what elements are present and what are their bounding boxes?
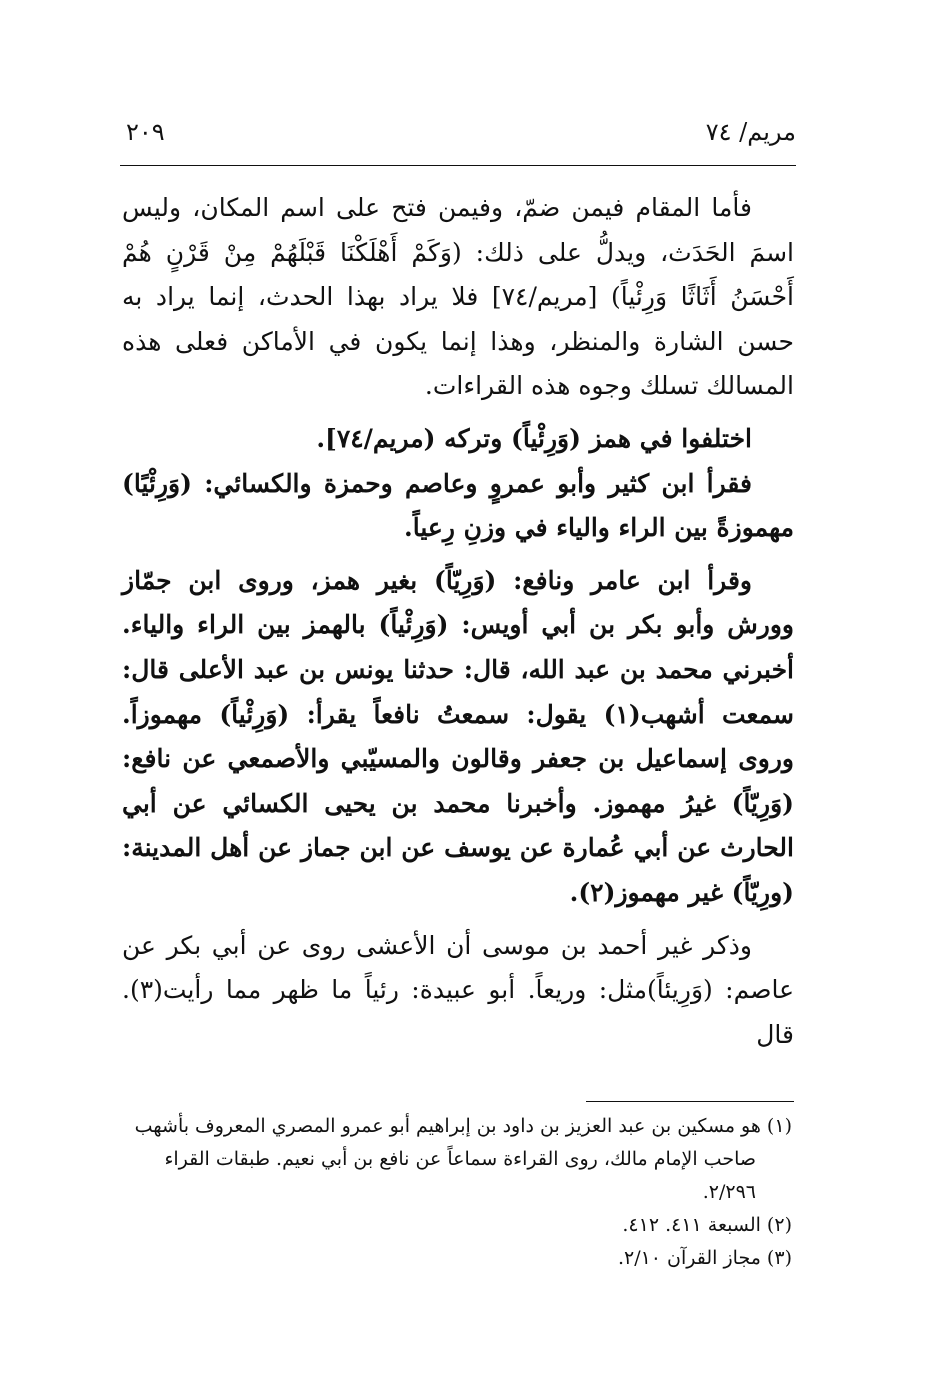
main-text — [122, 186, 794, 1057]
header-divider — [120, 165, 796, 166]
paragraph-1: فأما المقام فيمن ضمّ، وفيمن فتح على اسم المكان، وليس اسمَ الحَدَث، ويدلُّ على ذلك: (وَكَمْ أَهْلَكْنَا قَبْلَهُمْ مِنْ قَرْنٍ هُمْ أَحْسَنُ أَثَاثًا وَرِئْياً) [مريم/٧٤] فلا يراد بهذا الحدث، إنما يراد به حسن الشارة والمنظر، وهذا إنما يكون في الأماكن فعلى هذه المسالك تسلك وجوه هذه القراءات. — [122, 193, 794, 401]
paragraph-2: اختلفوا في همز (وَرِئْياً) وتركه (مريم/٧٤]. — [316, 423, 752, 453]
page-number: ٢٠٩ — [126, 118, 165, 146]
footnotes — [118, 1110, 792, 1275]
footnote-1-line-1: (١) هو مسكين بن عبد العزيز بن داود بن إبراهيم أبو عمرو المصري المعروف بأشهب — [134, 1115, 792, 1137]
footnote-divider — [586, 1101, 794, 1102]
paragraph-3: فقرأ ابن كثير وأبو عمروٍ وعاصم وحمزة والكسائي: (وَرِئْيًا) مهموزةً بين الراء والياء في وزنِ رِعياً. — [122, 468, 794, 543]
running-head — [120, 118, 796, 158]
chapter-reference: مريم/ ٧٤ — [705, 118, 796, 146]
paragraph-5: وذكر غير أحمد بن موسى أن الأعشى روى عن أبي بكر عن عاصم: (وَرِيئاً)مثل: وريعاً. أبو عبيدة: رئياً ما ظهر مما رأيت(٣). قال — [122, 930, 794, 1049]
footnote-3: (٣) مجاز القرآن ٢/١٠. — [617, 1247, 792, 1269]
paragraph-4: وقرأ ابن عامر ونافع: (وَرِيّاً) بغير همز، وروى ابن جمّاز وورش وأبو بكر بن أبي أويس: (وَرِئْياً) بالهمز بين الراء والياء. أخبرني محمد بن عبد الله، قال: حدثنا يونس بن عبد الأعلى قال: سمعت أشهب(١) يقول: سمعتُ نافعاً يقرأ: (وَرِئْياً) مهموزاً. وروى إسماعيل بن جعفر وقالون والمسيّبي والأصمعي عن نافع: (وَرِيّاً) غيرُ مهموز. وأخبرنا محمد بن يحيى الكسائي عن أبي الحارث عن أبي عُمارة عن يوسف عن ابن جماز عن أهل المدينة: (ورِيّاً) غير مهموز(٢). — [122, 565, 794, 907]
footnote-1-line-3: ٢/٢٩٦. — [702, 1181, 756, 1203]
footnote-1-line-2: صاحب الإمام مالك، روى القراءة سماعاً عن نافع بن أبي نعيم. طبقات القراء — [164, 1148, 756, 1170]
footnote-2: (٢) السبعة ٤١١. ٤١٢. — [622, 1214, 792, 1236]
